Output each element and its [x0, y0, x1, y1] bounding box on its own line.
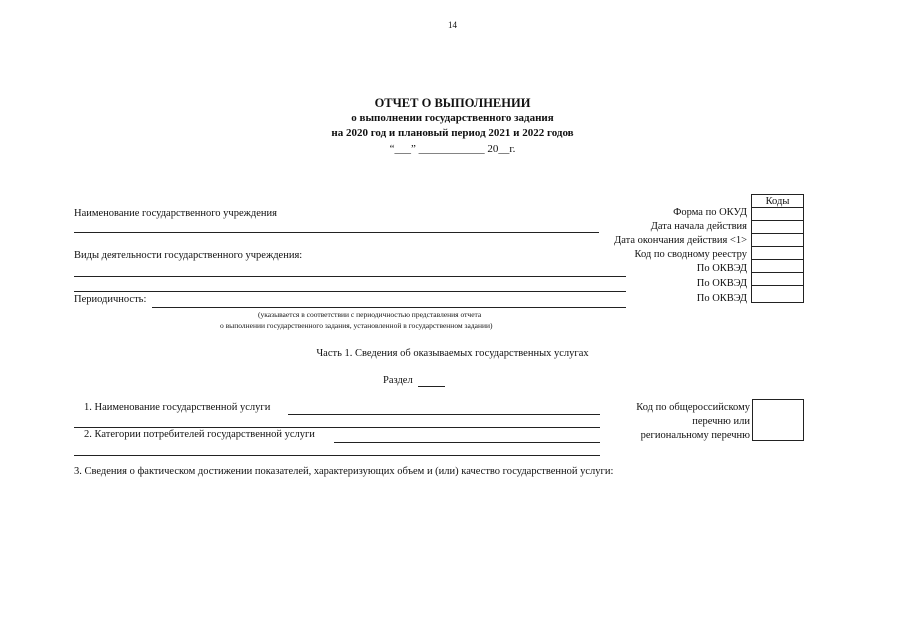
institution-name-line — [74, 232, 599, 233]
periodicity-line — [152, 307, 626, 308]
code-label-okved-3: По ОКВЭД — [696, 293, 747, 304]
code-label-okved-1: По ОКВЭД — [696, 263, 747, 274]
periodicity-note-line-1: (указывается в соответствии с периодичностью представления отчета — [258, 310, 482, 319]
codes-header: Коды — [765, 196, 790, 207]
code-label-okud: Форма по ОКУД — [673, 207, 747, 218]
page-number: 14 — [448, 20, 457, 30]
code-cell-okved-1 — [751, 259, 804, 273]
part1-heading: Часть 1. Сведения об оказываемых государственных услугах — [316, 348, 589, 359]
report-title — [0, 96, 905, 141]
code-cell-okved-2 — [751, 272, 804, 286]
consumer-categories-label: 2. Категории потребителей государственной услуги — [84, 429, 315, 440]
service-code-label-line-1: Код по общероссийскому — [636, 402, 750, 413]
code-label-okved-2: По ОКВЭД — [696, 278, 747, 289]
report-title-line-2: о выполнении государственного задания — [351, 112, 554, 124]
report-title-line-1: ОТЧЕТ О ВЫПОЛНЕНИИ — [374, 96, 531, 110]
code-cell-okved-3 — [751, 285, 804, 303]
code-label-end-date: Дата окончания действия <1> — [614, 235, 747, 246]
code-cell-start-date — [751, 220, 804, 234]
activity-types-line-1 — [74, 276, 626, 277]
activity-types-line-2 — [74, 291, 626, 292]
consumer-categories-line-2 — [74, 455, 600, 456]
institution-name-label: Наименование государственного учреждения — [74, 208, 277, 219]
item3-heading: 3. Сведения о фактическом достижении показателей, характеризующих объем и (или) качество государственной услуги: — [74, 466, 614, 477]
code-cell-okud — [751, 207, 804, 221]
service-code-box — [752, 399, 804, 441]
code-cell-registry — [751, 246, 804, 260]
service-name-line-1 — [288, 414, 600, 415]
report-date-line: “___” ____________ 20__г. — [389, 143, 516, 155]
service-name-label: 1. Наименование государственной услуги — [84, 402, 271, 413]
consumer-categories-line-1 — [334, 442, 600, 443]
code-label-registry: Код по сводному реестру — [634, 249, 747, 260]
service-code-label-line-3: региональному перечню — [640, 430, 750, 441]
service-code-label-line-2: перечню или — [692, 416, 750, 427]
periodicity-note-line-2: о выполнении государственного задания, установленной в государственном задании) — [220, 321, 493, 330]
service-name-line-2 — [74, 427, 600, 428]
code-label-start-date: Дата начала действия — [650, 221, 747, 232]
code-cell-end-date — [751, 233, 804, 247]
periodicity-label: Периодичность: — [74, 294, 147, 305]
section-label: Раздел — [383, 375, 413, 386]
report-title-line-3: на 2020 год и плановый период 2021 и 2022 годов — [331, 127, 574, 139]
codes-header-cell — [751, 194, 804, 208]
activity-types-label: Виды деятельности государственного учреждения: — [74, 250, 303, 261]
section-number-line — [418, 386, 445, 387]
